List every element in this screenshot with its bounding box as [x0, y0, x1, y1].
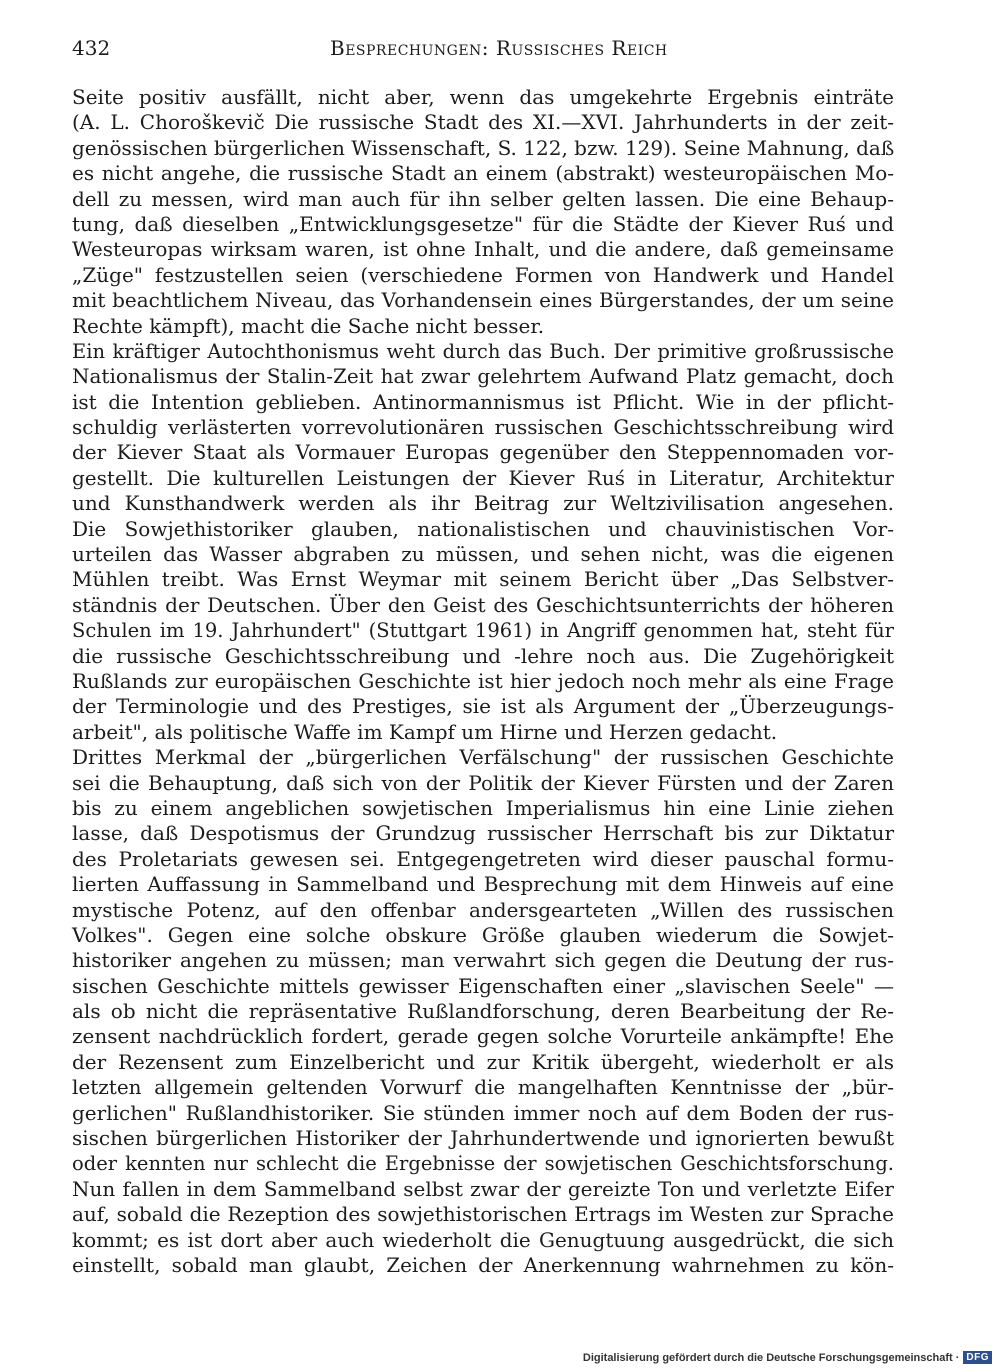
text-line: genössischen bürgerlichen Wissenschaft, S. 122, bzw. 129). Seine Mahnung, daß	[72, 135, 895, 160]
text-line: urteilen das Wasser abgraben zu müssen, und sehen nicht, was die eigenen	[72, 542, 894, 567]
text-line: Rußlands zur europäischen Geschichte ist hier jedoch noch mehr als eine Frage	[72, 668, 894, 693]
text-line: bis zu einem angeblichen sowjetischen Imperialismus hin eine Linie ziehen	[72, 795, 894, 820]
text-line: auf, sobald die Rezeption des sowjethistorischen Ertrags im Westen zur Sprache	[72, 1202, 894, 1227]
text-line: arbeit", als politische Waffe im Kampf um Hirne und Herzen gedacht.	[72, 719, 778, 744]
text-line: schuldig verlästerten vorrevolutionären russischen Geschichtsschreibung wird	[72, 415, 894, 440]
text-line: Drittes Merkmal der „bürgerlichen Verfälschung" der russischen Geschichte	[72, 745, 894, 770]
text-line: des Proletariats gewesen sei. Entgegengetreten wird dieser pauschal formu-	[72, 846, 894, 871]
text-line: gerlichen" Rußlandhistoriker. Sie stünden immer noch auf dem Boden der rus-	[72, 1100, 894, 1125]
text-line: oder kennten nur schlecht die Ergebnisse der sowjetischen Geschichtsforschung.	[72, 1152, 894, 1176]
text-line: Nun fallen in dem Sammelband selbst zwar der gereizte Ton und verletzte Eifer	[72, 1176, 894, 1201]
text-line: der Rezensent zum Einzelbericht und zur Kritik übergeht, wiederholt er als	[72, 1049, 894, 1074]
text-line: lierten Auffassung in Sammelband und Besprechung mit dem Hinweis auf eine	[72, 872, 894, 897]
text-line: historiker angehen zu müssen; man verwahrt sich gegen die Deutung der rus-	[72, 948, 894, 973]
text-line: lasse, daß Despotismus der Grundzug russischer Herrschaft bis zur Diktatur	[72, 821, 894, 846]
article-body	[72, 85, 894, 1278]
text-line: der Kiever Staat als Vormauer Europas gegenüber den Steppennomaden vor-	[72, 440, 894, 465]
paragraph-1	[72, 85, 894, 339]
footer-text: Digitalisierung gefördert durch die Deutsche Forschungsgemeinschaft ·	[582, 1351, 960, 1364]
text-line: es nicht angehe, die russische Stadt an einem (abstrakt) westeuropäischen Mo-	[72, 161, 894, 186]
text-line: sei die Behauptung, daß sich von der Politik der Kiever Fürsten und der Zaren	[72, 770, 894, 795]
text-line: sischen Geschichte mittels gewisser Eigenschaften einer „slavischen Seele" —	[72, 973, 894, 998]
text-line: der Terminologie und des Prestiges, sie ist als Argument der „Überzeugungs-	[72, 694, 894, 719]
text-line: kommt; es ist dort aber auch wiederholt die Genugtuung ausgedrückt, die sich	[72, 1227, 894, 1252]
text-line: gestellt. Die kulturellen Leistungen der Kiever Ruś in Literatur, Architektur	[72, 465, 894, 490]
paragraph-2	[72, 339, 894, 745]
text-line: Schulen im 19. Jahrhundert" (Stuttgart 1961) in Angriff genommen hat, steht für	[72, 619, 894, 643]
text-line: Mühlen treibt. Was Ernst Weymar mit seinem Bericht über „Das Selbstver-	[72, 567, 894, 592]
text-line: Die Sowjethistoriker glauben, nationalistischen und chauvinistischen Vor-	[72, 516, 894, 541]
digitization-footer	[583, 1351, 992, 1364]
paragraph-3	[72, 745, 894, 1278]
text-line: letzten allgemein geltenden Vorwurf die mangelhaften Kenntnisse der „bür-	[72, 1075, 894, 1100]
text-line: die russische Geschichtsschreibung und -lehre noch aus. Die Zugehörigkeit	[72, 643, 894, 668]
text-line: dell zu messen, wird man auch für ihn selber gelten lassen. Die eine Behaup-	[72, 186, 894, 211]
text-line: sischen bürgerlichen Historiker der Jahrhundertwende und ignorierten bewußt	[72, 1126, 894, 1151]
text-line: ist die Intention geblieben. Antinormannismus ist Pflicht. Wie in der pflicht-	[72, 389, 894, 414]
text-line: „Züge" festzustellen seien (verschiedene Formen von Handwerk und Handel	[72, 262, 894, 287]
text-line: Westeuropas wirksam waren, ist ohne Inhalt, und die andere, daß gemeinsame	[72, 237, 894, 262]
text-line: mystische Potenz, auf den offenbar andersgearteten „Willen des russischen	[72, 897, 894, 922]
dfg-logo: DFG	[963, 1351, 992, 1364]
text-line: Rechte kämpft), macht die Sache nicht besser.	[72, 313, 545, 338]
text-line: ständnis der Deutschen. Über den Geist des Geschichtsunterrichts der höheren	[72, 592, 894, 617]
text-line: einstellt, sobald man glaubt, Zeichen der Anerkennung wahrnehmen zu kön-	[72, 1252, 894, 1277]
running-head: Besprechungen: Russisches Reich	[330, 36, 668, 60]
text-line: und Kunsthandwerk werden als ihr Beitrag zur Weltzivilisation angesehen.	[72, 491, 894, 516]
text-line: tung, daß dieselben „Entwicklungsgesetze" für die Städte der Kiever Ruś und	[72, 211, 894, 236]
text-line: mit beachtlichem Niveau, das Vorhandensein eines Bürgerstandes, der um seine	[72, 288, 894, 313]
text-line: Ein kräftiger Autochthonismus weht durch das Buch. Der primitive großrussische	[72, 339, 894, 363]
text-line: als ob nicht die repräsentative Rußlandforschung, deren Bearbeitung der Re-	[72, 999, 894, 1024]
text-line: Nationalismus der Stalin-Zeit hat zwar gelehrtem Aufwand Platz gemacht, doch	[72, 364, 894, 389]
text-line: zensent nachdrücklich fordert, gerade gegen solche Vorurteile ankämpfte! Ehe	[72, 1024, 894, 1049]
page-number: 432	[72, 36, 111, 60]
text-line: (A. L. Choroškevič Die russische Stadt des XI.—XVI. Jahrhunderts in der zeit-	[72, 110, 894, 135]
text-line: Volkes". Gegen eine solche obskure Größe glauben wiederum die Sowjet-	[72, 922, 894, 947]
text-line: Seite positiv ausfällt, nicht aber, wenn das umgekehrte Ergebnis einträte	[72, 85, 894, 109]
